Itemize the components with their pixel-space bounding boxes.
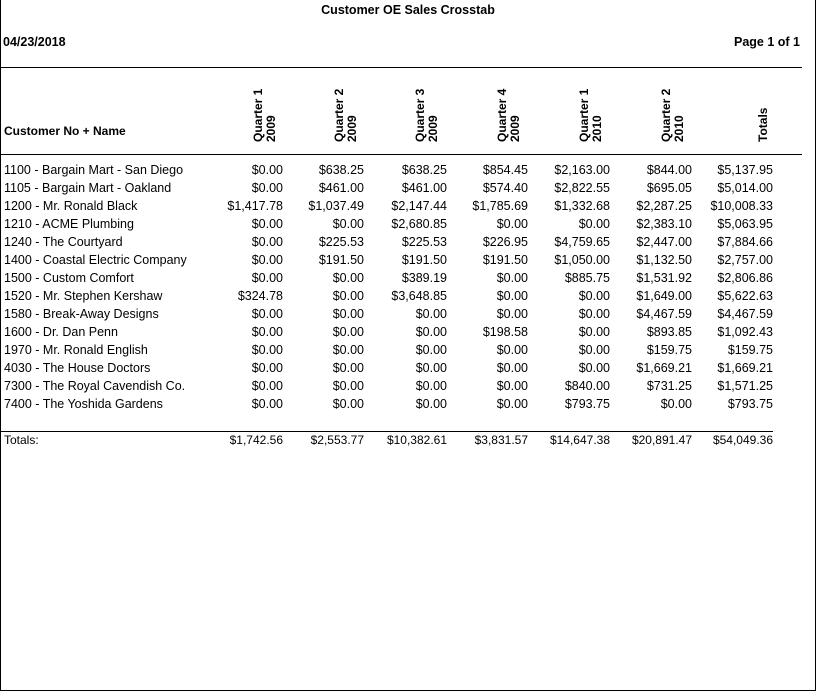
- table-cell: $461.00: [401, 181, 447, 195]
- customer-name: 1200 - Mr. Ronald Black: [4, 199, 138, 213]
- table-row: [0, 377, 816, 395]
- column-header: [578, 89, 604, 142]
- table-cell: $1,037.49: [308, 199, 364, 213]
- table-cell: $389.19: [401, 271, 447, 285]
- table-cell: $0.00: [251, 397, 283, 411]
- column-header-line1: Quarter 2: [332, 88, 346, 142]
- table-cell: $0.00: [415, 307, 447, 321]
- table-cell: $0.00: [415, 343, 447, 357]
- table-cell: $1,417.78: [227, 199, 283, 213]
- table-row: [0, 269, 816, 287]
- table-cell: $225.53: [401, 235, 447, 249]
- column-header-line1: Quarter 3: [413, 88, 427, 142]
- column-header-line1: Totals: [756, 107, 770, 142]
- table-cell: $0.00: [251, 307, 283, 321]
- table-cell: $0.00: [251, 163, 283, 177]
- totals-cell: $20,891.47: [631, 433, 692, 447]
- table-cell: $0.00: [332, 307, 364, 321]
- table-cell: $159.75: [646, 343, 692, 357]
- table-cell: $5,014.00: [717, 181, 773, 195]
- table-row: [0, 341, 816, 359]
- table-cell: $0.00: [415, 325, 447, 339]
- table-cell: $2,822.55: [554, 181, 610, 195]
- table-cell: $0.00: [578, 217, 610, 231]
- customer-name: 1520 - Mr. Stephen Kershaw: [4, 289, 163, 303]
- table-cell: $4,467.59: [636, 307, 692, 321]
- column-header: [333, 89, 359, 142]
- table-cell: $191.50: [401, 253, 447, 267]
- header-divider: [0, 67, 802, 68]
- column-header: [660, 89, 686, 142]
- table-cell: $0.00: [251, 181, 283, 195]
- table-row: [0, 251, 816, 269]
- customer-name: 1500 - Custom Comfort: [4, 271, 134, 285]
- column-header-line1: Quarter 1: [251, 88, 265, 142]
- customer-name: 4030 - The House Doctors: [4, 361, 151, 375]
- table-cell: $0.00: [415, 361, 447, 375]
- row-header-label: Customer No + Name: [4, 124, 126, 138]
- table-row: [0, 215, 816, 233]
- column-header-line1: Quarter 2: [659, 88, 673, 142]
- table-cell: $0.00: [578, 307, 610, 321]
- table-cell: $1,132.50: [636, 253, 692, 267]
- column-header: [496, 89, 522, 142]
- table-row: [0, 233, 816, 251]
- table-cell: $0.00: [496, 397, 528, 411]
- table-cell: $5,137.95: [717, 163, 773, 177]
- totals-cell: $14,647.38: [549, 433, 610, 447]
- table-cell: $0.00: [332, 217, 364, 231]
- totals-cell: $54,049.36: [712, 433, 773, 447]
- table-cell: $1,092.43: [717, 325, 773, 339]
- table-cell: $574.40: [482, 181, 528, 195]
- table-cell: $893.85: [646, 325, 692, 339]
- table-cell: $731.25: [646, 379, 692, 393]
- column-header-line2: 2009: [264, 115, 278, 142]
- table-row: [0, 323, 816, 341]
- column-header-line1: Quarter 4: [495, 88, 509, 142]
- table-cell: $1,669.21: [636, 361, 692, 375]
- table-cell: $0.00: [332, 397, 364, 411]
- customer-name: 1580 - Break-Away Designs: [4, 307, 159, 321]
- table-row: [0, 305, 816, 323]
- table-cell: $0.00: [332, 289, 364, 303]
- table-row: [0, 359, 816, 377]
- column-header: [252, 89, 278, 142]
- table-cell: $4,467.59: [717, 307, 773, 321]
- table-cell: $324.78: [237, 289, 283, 303]
- table-cell: $1,571.25: [717, 379, 773, 393]
- customer-name: 7400 - The Yoshida Gardens: [4, 397, 163, 411]
- customer-name: 1240 - The Courtyard: [4, 235, 123, 249]
- table-cell: $0.00: [496, 271, 528, 285]
- table-cell: $2,287.25: [636, 199, 692, 213]
- column-header: [757, 108, 770, 142]
- customer-name: 1970 - Mr. Ronald English: [4, 343, 148, 357]
- table-row: [0, 161, 816, 179]
- totals-row: [0, 431, 816, 449]
- table-cell: $695.05: [646, 181, 692, 195]
- table-cell: $2,447.00: [636, 235, 692, 249]
- table-cell: $885.75: [564, 271, 610, 285]
- table-cell: $0.00: [251, 271, 283, 285]
- table-cell: $159.75: [727, 343, 773, 357]
- table-cell: $1,332.68: [554, 199, 610, 213]
- totals-cell: $1,742.56: [229, 433, 283, 447]
- column-header-divider: [0, 154, 802, 155]
- totals-cell: $3,831.57: [474, 433, 528, 447]
- table-cell: $638.25: [401, 163, 447, 177]
- table-cell: $5,063.95: [717, 217, 773, 231]
- table-row: [0, 287, 816, 305]
- table-cell: $4,759.65: [554, 235, 610, 249]
- table-cell: $0.00: [251, 379, 283, 393]
- table-cell: $854.45: [482, 163, 528, 177]
- column-header-line2: 2010: [590, 115, 604, 142]
- column-header-line2: 2010: [672, 115, 686, 142]
- table-cell: $0.00: [415, 379, 447, 393]
- table-cell: $0.00: [251, 343, 283, 357]
- totals-cell: $10,382.61: [386, 433, 447, 447]
- table-cell: $0.00: [251, 361, 283, 375]
- table-cell: $0.00: [496, 361, 528, 375]
- customer-name: 1100 - Bargain Mart - San Diego: [4, 163, 184, 177]
- table-cell: $793.75: [564, 397, 610, 411]
- table-cell: $2,383.10: [636, 217, 692, 231]
- table-cell: $0.00: [332, 325, 364, 339]
- table-cell: $2,757.00: [717, 253, 773, 267]
- column-header-line2: 2009: [426, 115, 440, 142]
- table-row: [0, 179, 816, 197]
- table-cell: $0.00: [496, 307, 528, 321]
- table-cell: $1,531.92: [636, 271, 692, 285]
- table-cell: $793.75: [727, 397, 773, 411]
- totals-cell: $2,553.77: [310, 433, 364, 447]
- table-cell: $0.00: [496, 343, 528, 357]
- table-cell: $198.58: [482, 325, 528, 339]
- table-cell: $0.00: [660, 397, 692, 411]
- table-cell: $461.00: [318, 181, 364, 195]
- report-title: Customer OE Sales Crosstab: [321, 3, 495, 17]
- table-cell: $638.25: [318, 163, 364, 177]
- table-cell: $0.00: [332, 343, 364, 357]
- table-cell: $0.00: [251, 235, 283, 249]
- page-number: Page 1 of 1: [734, 35, 800, 49]
- column-header-line2: 2009: [508, 115, 522, 142]
- table-cell: $0.00: [496, 217, 528, 231]
- table-cell: $0.00: [578, 289, 610, 303]
- table-cell: $7,884.66: [717, 235, 773, 249]
- table-cell: $0.00: [332, 361, 364, 375]
- table-cell: $0.00: [496, 289, 528, 303]
- table-cell: $226.95: [482, 235, 528, 249]
- table-cell: $1,785.69: [472, 199, 528, 213]
- table-cell: $225.53: [318, 235, 364, 249]
- table-cell: $0.00: [415, 397, 447, 411]
- table-cell: $1,649.00: [636, 289, 692, 303]
- table-cell: $2,163.00: [554, 163, 610, 177]
- table-cell: $0.00: [251, 253, 283, 267]
- table-cell: $0.00: [332, 271, 364, 285]
- table-cell: $3,648.85: [391, 289, 447, 303]
- customer-name: 1105 - Bargain Mart - Oakland: [4, 181, 172, 195]
- table-cell: $0.00: [251, 325, 283, 339]
- table-cell: $844.00: [646, 163, 692, 177]
- totals-label: Totals:: [4, 433, 39, 447]
- customer-name: 1400 - Coastal Electric Company: [4, 253, 187, 267]
- table-row: [0, 395, 816, 413]
- table-cell: $0.00: [332, 379, 364, 393]
- table-cell: $2,147.44: [391, 199, 447, 213]
- table-cell: $1,050.00: [554, 253, 610, 267]
- table-cell: $5,622.63: [717, 289, 773, 303]
- table-row: [0, 197, 816, 215]
- table-cell: $0.00: [251, 217, 283, 231]
- column-header: [414, 89, 440, 142]
- table-cell: $0.00: [578, 361, 610, 375]
- table-cell: $191.50: [482, 253, 528, 267]
- table-cell: $0.00: [578, 325, 610, 339]
- report-date: 04/23/2018: [3, 35, 66, 49]
- table-cell: $840.00: [564, 379, 610, 393]
- column-header-line2: 2009: [345, 115, 359, 142]
- table-cell: $2,680.85: [391, 217, 447, 231]
- table-cell: $191.50: [318, 253, 364, 267]
- customer-name: 7300 - The Royal Cavendish Co.: [4, 379, 186, 393]
- table-cell: $10,008.33: [710, 199, 773, 213]
- table-cell: $0.00: [496, 379, 528, 393]
- column-header-line1: Quarter 1: [577, 88, 591, 142]
- table-cell: $2,806.86: [717, 271, 773, 285]
- table-cell: $0.00: [578, 343, 610, 357]
- table-cell: $1,669.21: [717, 361, 773, 375]
- customer-name: 1600 - Dr. Dan Penn: [4, 325, 118, 339]
- customer-name: 1210 - ACME Plumbing: [4, 217, 134, 231]
